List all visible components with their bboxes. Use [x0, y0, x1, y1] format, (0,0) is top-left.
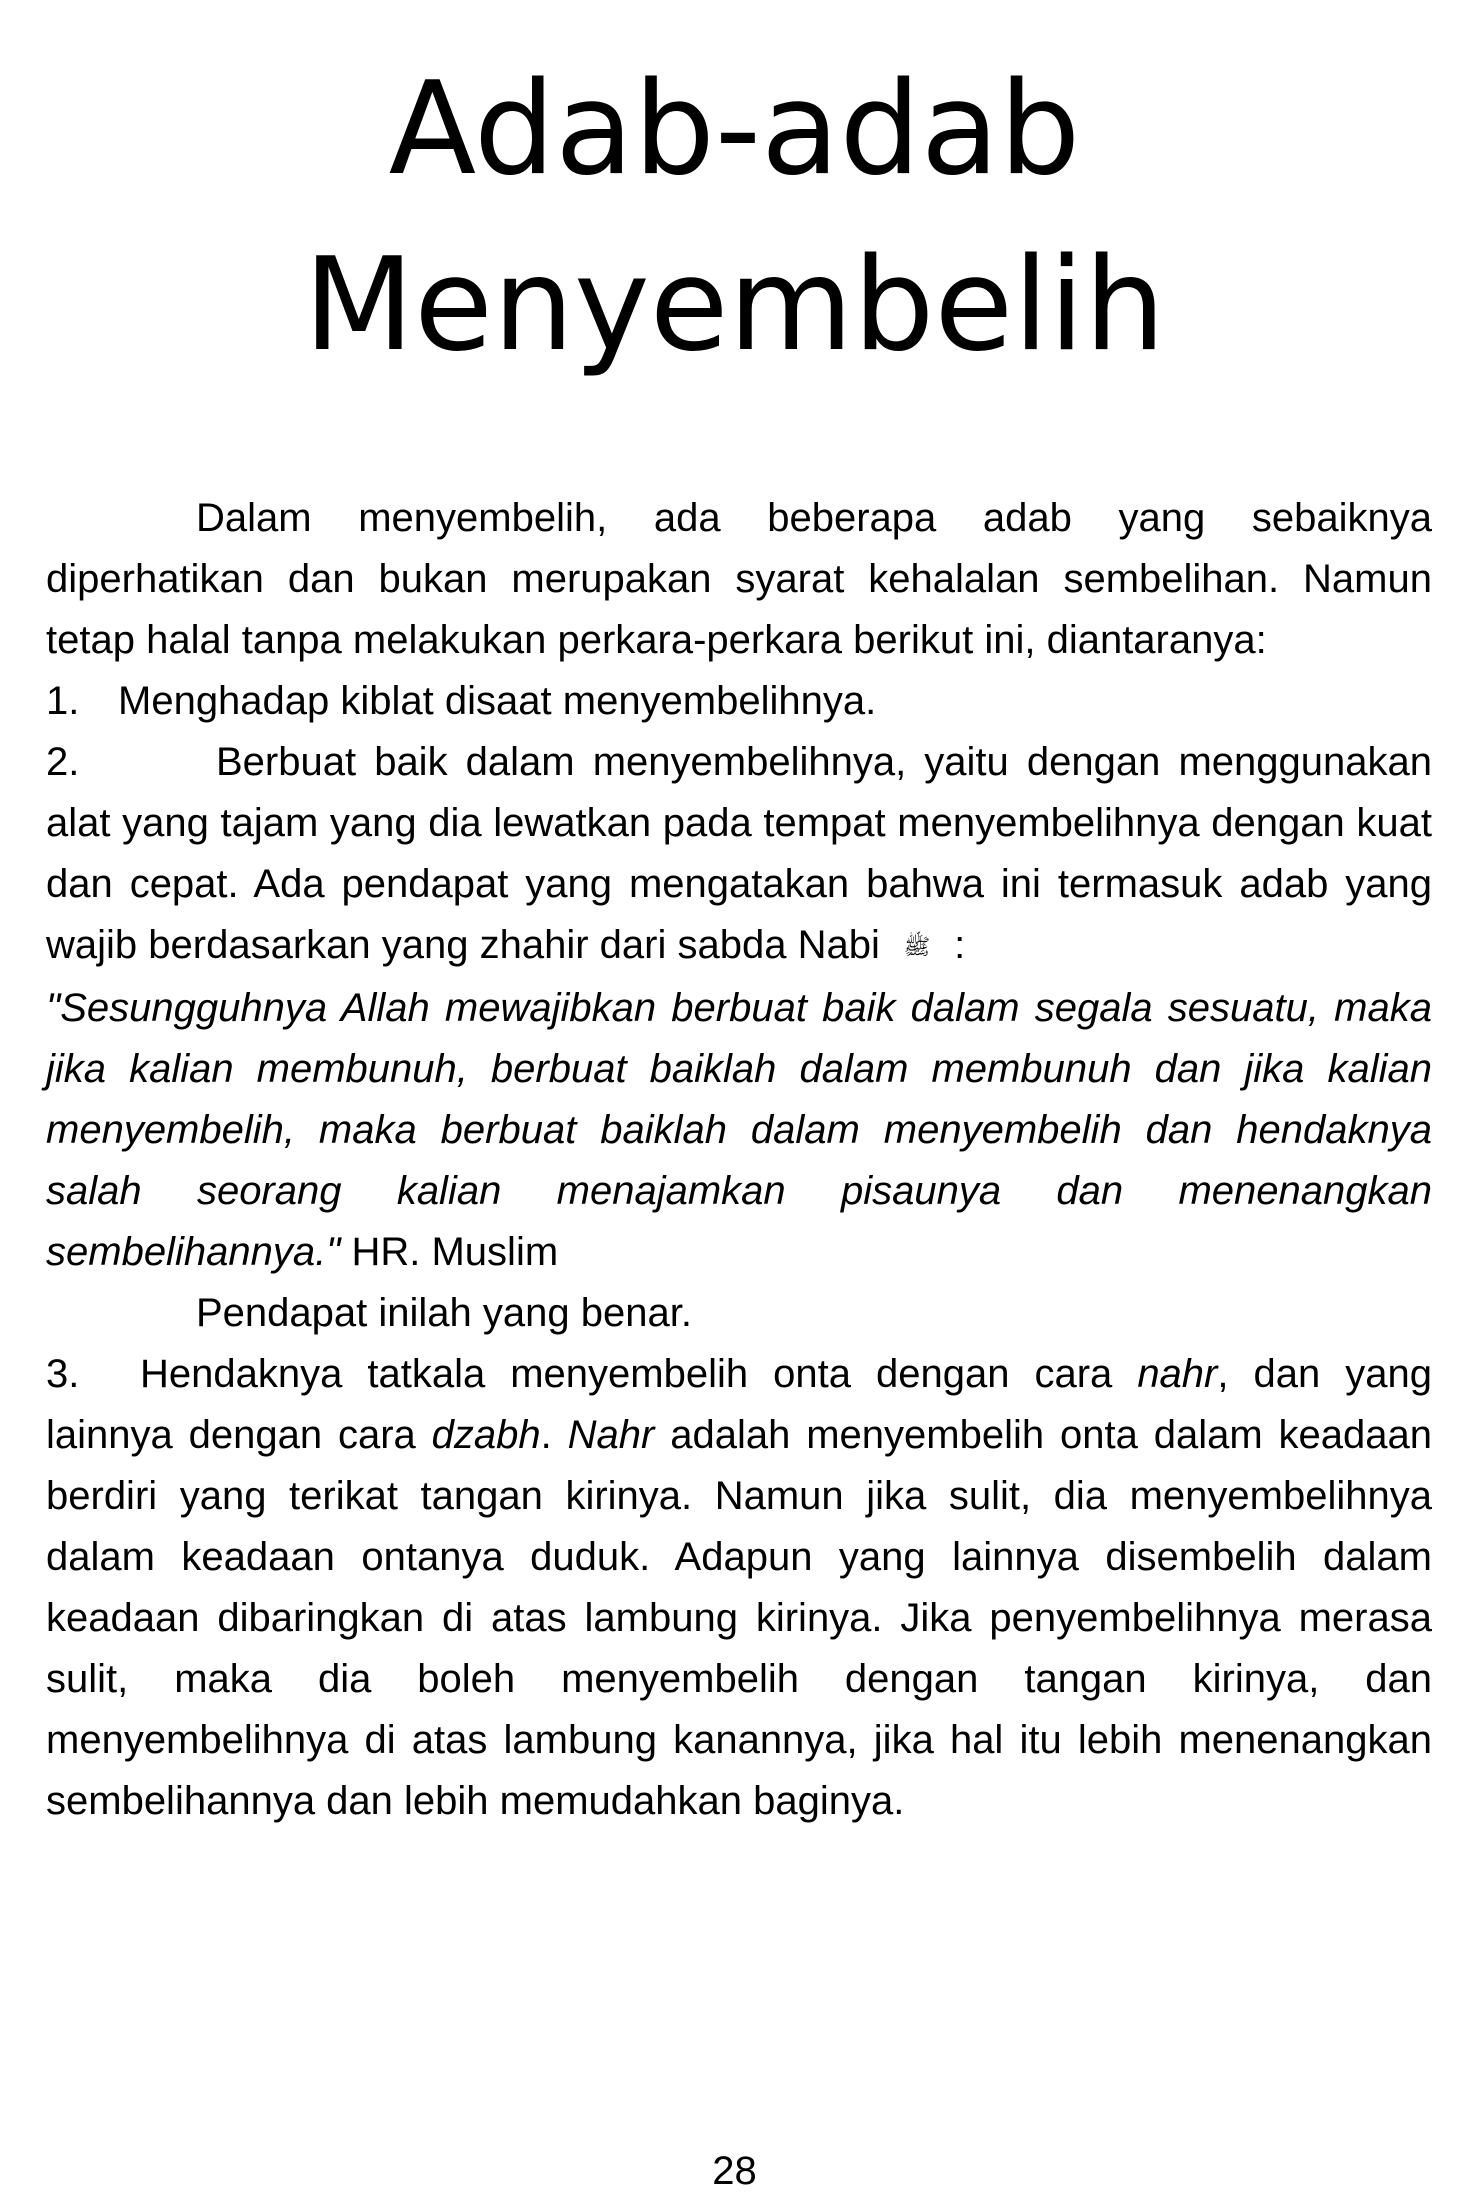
- list-item-2-colon: :: [942, 923, 966, 967]
- list-item-3-text-d: adalah menyembelih onta dalam keadaan berdiri yang terikat tangan kirinya. Namun jika sulit, dia menyembelihnya dalam keadaan ontanya duduk. Adapun yang lainnya disembelih dalam keadaan dibaringkan di atas lambung kirinya. Jika penyembelihnya merasa sulit, maka dia boleh menyembelih dengan tangan kirinya, dan menyembelihnya di atas lambung kanannya, jika hal itu lebih menenangkan sembelihannya dan lebih memudahkan baginya.: [46, 1412, 1433, 1823]
- body-text: [46, 488, 1432, 1832]
- hadith-quote: "Sesungguhnya Allah mewajibkan berbuat baik dalam segala sesuatu, maka jika kalian membunuh, berbuat baiklah dalam membunuh dan jika kalian menyembelih, maka berbuat baiklah dalam menyembelih dan hendaknya salah seorang kalian menajamkan pisaunya dan menenangkan sembelihannya.": [46, 985, 1432, 1274]
- list-item-1-text: Menghadap kiblat disaat menyembelihnya.: [118, 679, 877, 723]
- list-item-3: [46, 1344, 1432, 1832]
- opinion-paragraph: Pendapat inilah yang benar.: [196, 1290, 692, 1335]
- list-item-3-text-b: , dan yang lainnya dengan cara: [46, 1351, 1432, 1457]
- list-item-3-number: 3.: [46, 1351, 80, 1396]
- page-title: [0, 42, 1469, 394]
- title-line-2: Menyembelih: [303, 231, 1166, 380]
- term-nahr: nahr: [1137, 1351, 1218, 1396]
- salawat-icon: ﷺ: [903, 934, 931, 960]
- intro-paragraph: Dalam menyembelih, ada beberapa adab yang sebaiknya diperhatikan dan bukan merupakan syarat kehalalan sembelihan. Namun tetap halal tanpa melakukan perkara-perkara berikut ini, diantaranya:: [46, 496, 1432, 662]
- list-item-3-text-c: .: [540, 1412, 568, 1457]
- list-item-2: [46, 732, 1432, 1283]
- list-item-2-number: 2.: [46, 740, 80, 784]
- list-item-1-number: 1.: [46, 679, 80, 723]
- list-item-2-text: Berbuat baik dalam menyembelihnya, yaitu dengan menggunakan alat yang tajam yang dia lewatkan pada tempat menyembelihnya dengan kuat dan cepat. Ada pendapat yang mengatakan bahwa ini termasuk adab yang wajib berdasarkan yang zhahir dari sabda Nabi: [46, 740, 1432, 967]
- title-line-1: Adab-adab: [388, 55, 1081, 204]
- page-number: 28: [712, 2149, 757, 2193]
- term-dzabh: dzabh: [431, 1412, 541, 1457]
- list-item-3-text-a: Hendaknya tatkala menyembelih onta dengan cara: [140, 1351, 1138, 1396]
- term-nahr-capitalized: Nahr: [567, 1412, 655, 1457]
- hadith-source: HR. Muslim: [340, 1229, 559, 1274]
- list-item-1: [46, 671, 1432, 732]
